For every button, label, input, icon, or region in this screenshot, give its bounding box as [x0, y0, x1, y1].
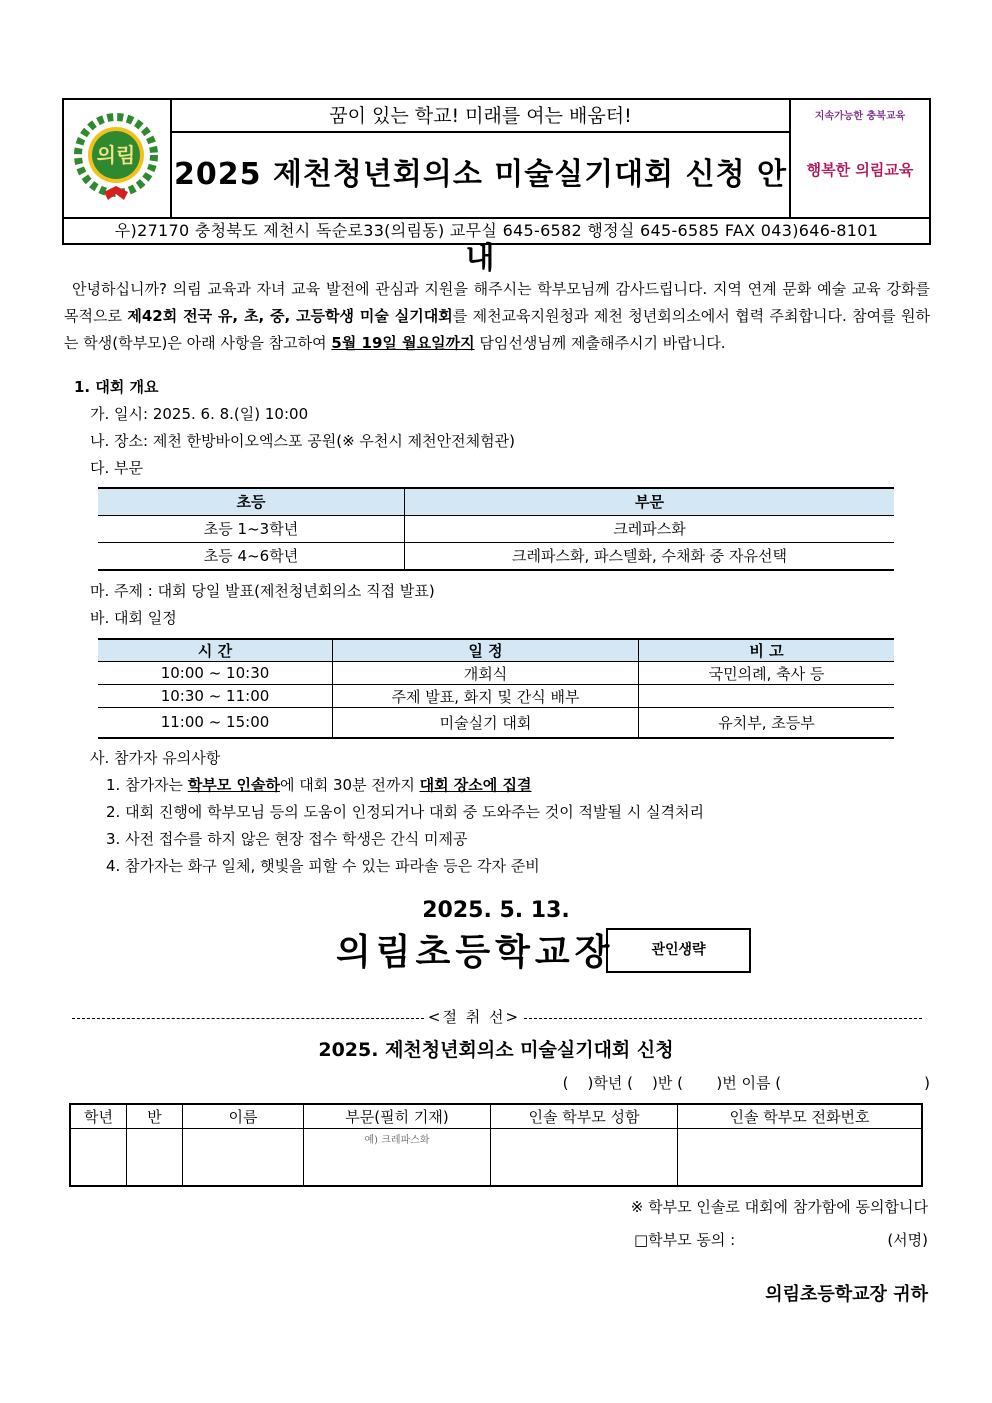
- note-item: 3. 사전 접수를 하지 않은 현장 접수 학생은 간식 미제공: [106, 830, 468, 848]
- student-info-line: ( )학년 ( )반 ( )번 이름 ( ): [562, 1074, 930, 1092]
- table-cell: 크레파스화: [405, 515, 895, 542]
- table-cell: 국민의례, 축사 등: [639, 662, 895, 685]
- table-cell: 미술실기 대회: [333, 708, 639, 738]
- school-logo-cell: [64, 100, 172, 217]
- note-item: 4. 참가자는 화구 일체, 햇빛을 피할 수 있는 파라솔 등은 각자 준비: [106, 857, 540, 875]
- division-label: 다. 부문: [90, 459, 144, 477]
- division-field[interactable]: [304, 1128, 491, 1186]
- slogan: 꿈이 있는 학교! 미래를 여는 배움터!: [172, 100, 789, 133]
- submission-deadline: 5월 19일 월요일까지: [331, 334, 475, 352]
- note-emphasis: 대회 장소에 집결: [419, 776, 532, 794]
- chungbuk-education-logo: 지속가능한 충북교육: [814, 111, 906, 122]
- table-cell: 개회식: [333, 662, 639, 685]
- intro-paragraph: [64, 276, 930, 357]
- addressee: 의림초등학교장 귀하: [765, 1284, 928, 1305]
- table-cell: 10:30 ~ 11:00: [98, 685, 333, 708]
- page-title: 2025 제천청년회의소 미술실기대회 신청 안내: [174, 157, 787, 276]
- note-item: [106, 775, 531, 795]
- class-field[interactable]: [127, 1128, 183, 1186]
- table-header: 이름: [183, 1104, 304, 1128]
- intro-text-2: 를 제천교육지원청과 제천 청년회의소에서 협력 주최합니다. 참여를 원하는 학생(학부모)은 아래 사항을 참고하여: [64, 307, 930, 352]
- svg-text:의림: 의림: [96, 143, 136, 167]
- schedule-table: [98, 638, 894, 739]
- education-logos: [789, 100, 929, 217]
- table-header: 반: [127, 1104, 183, 1128]
- uirim-education-logo: 행복한 의림교육: [806, 161, 914, 179]
- table-header: 인솔 학부모 성함: [491, 1104, 678, 1128]
- note-item: 2. 대회 진행에 학부모님 등의 도움이 인정되거나 대회 중 도와주는 것이 적발될 시 실격처리: [106, 803, 704, 821]
- division-table: [98, 487, 894, 571]
- notes-label: 사. 참가자 유의사항: [90, 749, 221, 767]
- schedule-label: 바. 대회 일정: [90, 609, 177, 627]
- table-header: 부문: [405, 488, 895, 515]
- table-header: 인솔 학부모 전화번호: [678, 1104, 923, 1128]
- table-cell: 유치부, 초등부: [639, 708, 895, 738]
- table-header: 초등: [98, 488, 405, 515]
- intro-text-1: 안녕하십니까? 의림 교육과 자녀 교육 발전에 관심과 지원을 해주시는 학부모님께 감사드립니다. 지역 연계 문화 예술 교육 강화를 목적으로: [64, 280, 930, 325]
- school-address: 우)27170 충청북도 제천시 독순로33(의림동) 교무실 645-6582 행정실 645-6585 FAX 043)646-8101: [64, 217, 929, 243]
- grade-field[interactable]: [70, 1128, 127, 1186]
- signature-label: (서명): [887, 1231, 928, 1249]
- consent-note: ※ 학부모 인솔로 대회에 참가함에 동의합니다: [630, 1198, 928, 1216]
- cut-line-right: [524, 1018, 922, 1019]
- letterhead: [62, 98, 931, 276]
- contest-venue: 나. 장소: 제천 한방바이오엑스포 공원(※ 우천시 제천안전체험관): [90, 432, 515, 450]
- parent-phone-field[interactable]: [678, 1128, 923, 1186]
- table-header: 비 고: [639, 639, 895, 662]
- table-cell: 주제 발표, 화지 및 간식 배부: [333, 685, 639, 708]
- table-cell: 11:00 ~ 15:00: [98, 708, 333, 738]
- cut-line-label: <절 취 선>: [427, 1008, 521, 1026]
- table-header: 시 간: [98, 639, 333, 662]
- table-cell: [639, 685, 895, 708]
- parent-name-field[interactable]: [491, 1128, 678, 1186]
- issue-date: 2025. 5. 13.: [422, 898, 570, 923]
- application-table: [69, 1103, 923, 1187]
- note-emphasis: 학부모 인솔하: [187, 776, 280, 794]
- table-header: 학년: [70, 1104, 127, 1128]
- intro-text-3: 담임선생님께 제출해주시기 바랍니다.: [474, 334, 726, 352]
- section-heading: 1. 대회 개요: [74, 378, 159, 396]
- consent-line[interactable]: □학부모 동의 :: [634, 1231, 736, 1249]
- contest-name: 제42회 전국 유, 초, 중, 고등학생 미술 실기대회: [127, 307, 453, 325]
- form-title: 2025. 제천청년회의소 미술실기대회 신청: [318, 1039, 674, 1061]
- note-text: 에 대회 30분 전까지: [279, 776, 420, 794]
- division-example: 예) 크레파스화: [364, 1134, 430, 1146]
- table-cell: 초등 1~3학년: [98, 515, 405, 542]
- cut-line-left: [72, 1018, 424, 1019]
- contest-date: 가. 일시: 2025. 6. 8.(일) 10:00: [90, 405, 309, 423]
- principal-name: 의림초등학교장: [336, 932, 615, 973]
- contest-theme: 마. 주제 : 대회 당일 발표(제천청년회의소 직접 발표): [90, 582, 435, 600]
- note-text: 1. 참가자는: [106, 776, 188, 794]
- table-cell: 10:00 ~ 10:30: [98, 662, 333, 685]
- name-field[interactable]: [183, 1128, 304, 1186]
- table-cell: 크레파스화, 파스텔화, 수채화 중 자유선택: [405, 542, 895, 570]
- table-header: 일 정: [333, 639, 639, 662]
- table-header: 부문(필히 기재): [304, 1104, 491, 1128]
- seal-omitted-box: 관인생략: [606, 928, 751, 973]
- table-cell: 초등 4~6학년: [98, 542, 405, 570]
- school-emblem-icon: [64, 100, 168, 213]
